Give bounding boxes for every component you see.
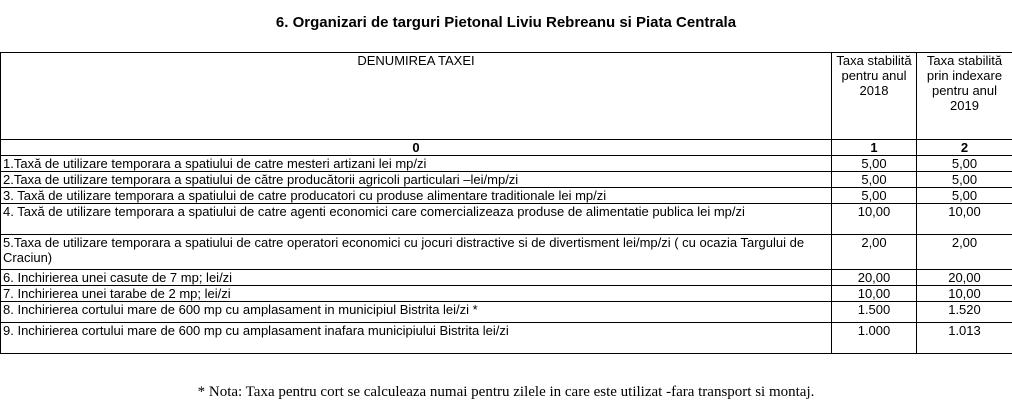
fee-name: 4. Taxă de utilizare temporara a spatiului de catre agenti economici care comercializeaza produse de alimentatie publica lei mp/zi <box>1 204 832 235</box>
fee-2018: 1.500 <box>832 302 917 323</box>
fee-name: 5.Taxa de utilizare temporara a spatiului de catre operatori economici cu jocuri distractive si de divertisment lei/mp/zi ( cu ocazia Targului de Craciun) <box>1 235 832 270</box>
fee-2018: 2,00 <box>832 235 917 270</box>
table-row <box>1 204 1012 235</box>
fee-name: 3. Taxă de utilizare temporara a spatiului de catre producatori cu produse alimentare traditionale lei mp/zi <box>1 188 832 204</box>
table-header-row <box>1 53 1012 140</box>
table-row <box>1 235 1012 270</box>
fee-2019: 1.520 <box>917 302 1012 323</box>
column-index: 1 <box>832 140 917 156</box>
column-index-row <box>1 140 1012 156</box>
fee-name: 6. Inchirierea unei casute de 7 mp; lei/zi <box>1 270 832 286</box>
fee-2019: 10,00 <box>917 286 1012 302</box>
table-row <box>1 172 1012 188</box>
fee-2019: 5,00 <box>917 188 1012 204</box>
fee-2018: 20,00 <box>832 270 917 286</box>
footnote: * Nota: Taxa pentru cort se calculeaza numai pentru zilele in care este utilizat -fara transport si montaj. <box>197 384 815 400</box>
fee-name: 9. Inchirierea cortului mare de 600 mp cu amplasament inafara municipiului Bistrita lei/zi <box>1 323 832 354</box>
fee-2018: 5,00 <box>832 156 917 172</box>
table-row <box>1 302 1012 323</box>
table-row <box>1 188 1012 204</box>
fee-2018: 10,00 <box>832 286 917 302</box>
fees-table <box>0 52 1012 354</box>
fee-name: 2.Taxa de utilizare temporara a spatiului de către producătorii agricoli particulari –lei/mp/zi <box>1 172 832 188</box>
fee-2019: 5,00 <box>917 172 1012 188</box>
fee-2019: 20,00 <box>917 270 1012 286</box>
column-index: 0 <box>1 140 832 156</box>
fee-2019: 5,00 <box>917 156 1012 172</box>
fee-name: 1.Taxă de utilizare temporara a spatiului de catre mesteri artizani lei mp/zi <box>1 156 832 172</box>
table-row <box>1 286 1012 302</box>
document-title: 6. Organizari de targuri Pietonal Liviu Rebreanu si Piata Centrala <box>275 14 737 31</box>
fee-2019: 10,00 <box>917 204 1012 235</box>
table-row <box>1 323 1012 354</box>
header-fee-name: DENUMIREA TAXEI <box>1 53 832 140</box>
fee-2018: 10,00 <box>832 204 917 235</box>
fee-name: 7. Inchirierea unei tarabe de 2 mp; lei/zi <box>1 286 832 302</box>
table-row <box>1 156 1012 172</box>
fee-2019: 1.013 <box>917 323 1012 354</box>
fee-name: 8. Inchirierea cortului mare de 600 mp cu amplasament in municipiul Bistrita lei/zi * <box>1 302 832 323</box>
fee-2019: 2,00 <box>917 235 1012 270</box>
column-index: 2 <box>917 140 1012 156</box>
fee-2018: 1.000 <box>832 323 917 354</box>
fee-2018: 5,00 <box>832 188 917 204</box>
table-row <box>1 270 1012 286</box>
header-fee-2018: Taxa stabilită pentru anul 2018 <box>832 53 917 140</box>
header-fee-2019: Taxa stabilită prin indexare pentru anul 2019 <box>917 53 1012 140</box>
fee-2018: 5,00 <box>832 172 917 188</box>
